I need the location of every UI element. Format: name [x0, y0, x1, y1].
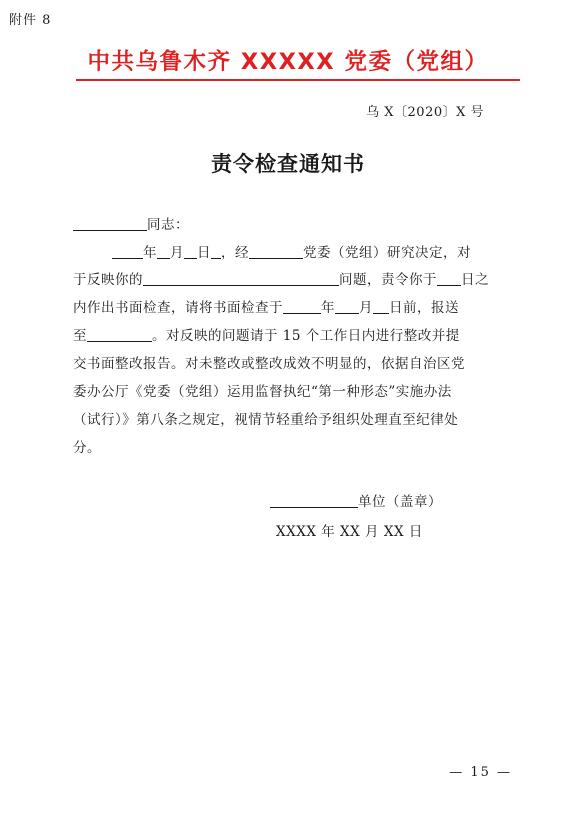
body-line-6: 委办公厅《党委（党组）运用监督执纪“第一种形态”实施办法	[73, 384, 452, 400]
line4-prefix: 至	[73, 328, 87, 344]
body-line-1	[112, 241, 471, 261]
year-label: 年	[143, 245, 157, 261]
day-blank[interactable]	[184, 244, 197, 259]
body-line-4	[73, 324, 460, 344]
body-line-3	[73, 296, 459, 316]
year-blank[interactable]	[112, 244, 143, 259]
signature-date: XXXX 年 XX 月 XX 日	[276, 524, 423, 540]
month-blank[interactable]	[157, 244, 170, 259]
day-label: 日	[197, 245, 211, 261]
header-divider	[76, 79, 520, 81]
name-blank[interactable]	[73, 216, 147, 231]
issue-text: 问题，责令你于	[339, 272, 437, 288]
deadline-year-blank[interactable]	[283, 299, 321, 314]
body-line-2	[73, 268, 489, 288]
document-number: 乌 X〔2020〕X 号	[366, 105, 484, 120]
signature-unit	[270, 490, 442, 510]
line2-prefix: 于反映你的	[73, 272, 143, 288]
committee-text: 党委（党组）研究决定，对	[303, 245, 471, 261]
page-number: — 15 —	[449, 765, 512, 780]
unit-blank[interactable]	[270, 493, 358, 508]
body-line-7: （试行）》第八条之规定，视情节轻重给予组织处理直至纪律处	[73, 412, 459, 428]
issue-blank[interactable]	[143, 271, 339, 286]
addressee-line	[73, 213, 189, 233]
submit-to-blank[interactable]	[87, 327, 152, 342]
month-label: 月	[170, 245, 184, 261]
days-blank[interactable]	[437, 271, 461, 286]
unit-label: 单位（盖章）	[358, 494, 442, 510]
days-text: 日之	[461, 272, 489, 288]
line4-rest: 。对反映的问题请于 15 个工作日内进行整改并提	[152, 328, 460, 344]
deadline-year-label: 年	[321, 300, 335, 316]
deadline-day-label: 日前，报送	[389, 300, 459, 316]
deadline-month-label: 月	[359, 300, 373, 316]
deadline-day-blank[interactable]	[373, 299, 389, 314]
body-line-8: 分。	[73, 440, 101, 456]
issuer-header: 中共乌鲁木齐 XXXXX 党委（党组）	[87, 49, 489, 75]
committee-blank[interactable]	[249, 244, 303, 259]
day-extra-blank[interactable]	[211, 244, 221, 259]
line3-prefix: 内作出书面检查，请将书面检查于	[73, 300, 283, 316]
document-title: 责令检查通知书	[211, 151, 365, 176]
addressee-suffix: 同志：	[147, 217, 189, 233]
deadline-month-blank[interactable]	[335, 299, 359, 314]
via-text: ，经	[221, 245, 249, 261]
attachment-label: 附件 8	[9, 13, 52, 28]
body-line-5: 交书面整改报告。对未整改或整改成效不明显的，依据自治区党	[73, 356, 465, 372]
